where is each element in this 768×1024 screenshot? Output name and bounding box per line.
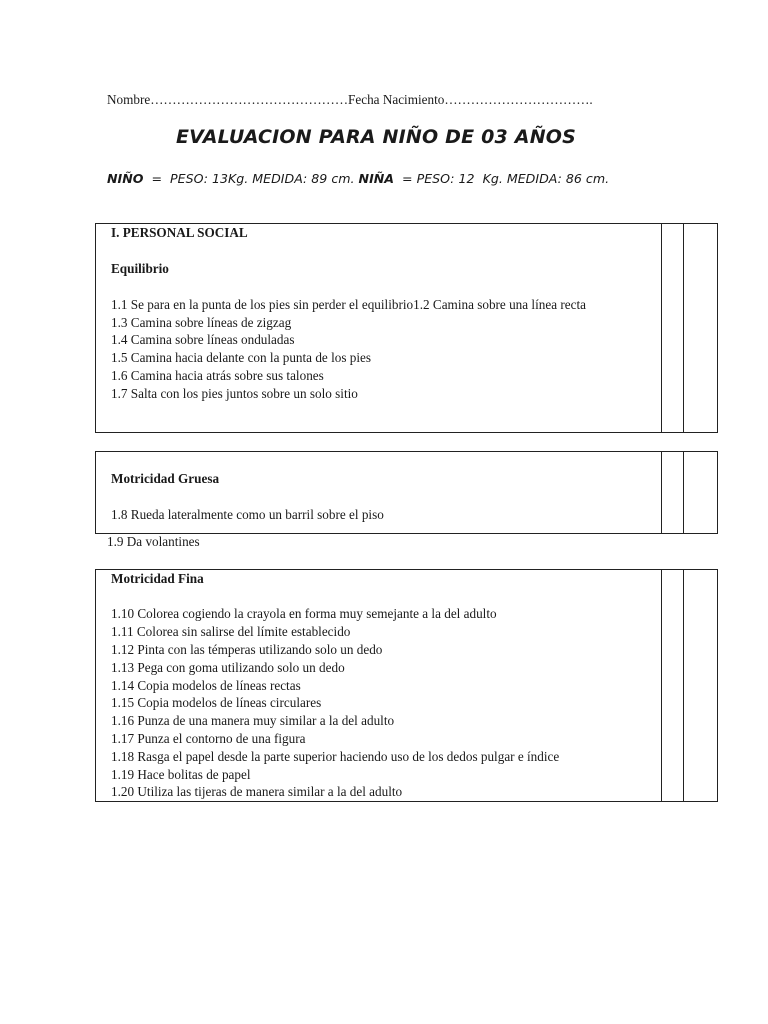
fecha-nacimiento-label: Fecha Nacimiento (348, 92, 445, 107)
nombre-field[interactable]: ……………………………………… (150, 92, 349, 107)
subsection-heading-motricidad-fina: Motricidad Fina (111, 571, 204, 586)
nina-values: = PESO: 12 Kg. MEDIDA: 86 cm. (394, 171, 610, 186)
item-row: 1.5 Camina hacia delante con la punta de los pies (111, 350, 372, 365)
item-row: 1.1 Se para en la punta de los pies sin perder el equilibrio1.2 Camina sobre una línea recta (111, 297, 586, 312)
item-row: 1.7 Salta con los pies juntos sobre un solo sitio (111, 386, 358, 401)
measures-line (107, 171, 609, 186)
item-row: 1.17 Punza el contorno de una figura (111, 731, 306, 746)
section-motricidad-gruesa (95, 451, 718, 534)
page-title: EVALUACION PARA NIÑO DE 03 AÑOS (175, 126, 577, 148)
item-row: 1.10 Colorea cogiendo la crayola en forma muy semejante a la del adulto (111, 606, 497, 621)
subsection-heading-motricidad-gruesa: Motricidad Gruesa (111, 471, 220, 486)
column-divider (683, 224, 684, 432)
section-heading: I. PERSONAL SOCIAL (111, 225, 248, 240)
nino-values: = PESO: 13Kg. MEDIDA: 89 cm. (143, 171, 359, 186)
item-row: 1.11 Colorea sin salirse del límite establecido (111, 624, 351, 639)
fecha-nacimiento-field[interactable]: ……………………………. (444, 92, 593, 107)
item-row: 1.15 Copia modelos de líneas circulares (111, 695, 322, 710)
item-row: 1.12 Pinta con las témperas utilizando solo un dedo (111, 642, 383, 657)
column-divider (661, 224, 662, 432)
column-divider (661, 452, 662, 533)
item-row: 1.16 Punza de una manera muy similar a la del adulto (111, 713, 395, 728)
item-row: 1.6 Camina hacia atrás sobre sus talones (111, 368, 324, 383)
section-motricidad-fina (95, 569, 718, 802)
item-row: 1.3 Camina sobre líneas de zigzag (111, 315, 292, 330)
subsection-heading-equilibrio: Equilibrio (111, 261, 169, 276)
nombre-label: Nombre (107, 92, 151, 107)
item-row: 1.8 Rueda lateralmente como un barril sobre el piso (111, 507, 384, 522)
section-personal-social (95, 223, 718, 433)
item-row: 1.18 Rasga el papel desde la parte superior haciendo uso de los dedos pulgar e índice (111, 749, 560, 764)
item-row-outside: 1.9 Da volantines (107, 534, 200, 549)
item-row: 1.13 Pega con goma utilizando solo un dedo (111, 660, 345, 675)
item-row: 1.19 Hace bolitas de papel (111, 767, 251, 782)
column-divider (683, 570, 684, 801)
nino-label: NIÑO (107, 171, 144, 186)
column-divider (683, 452, 684, 533)
header-line (107, 92, 593, 108)
item-row: 1.20 Utiliza las tijeras de manera similar a la del adulto (111, 784, 403, 799)
nina-label: NIÑA (358, 171, 395, 186)
item-row: 1.4 Camina sobre líneas onduladas (111, 332, 295, 347)
column-divider (661, 570, 662, 801)
item-row: 1.14 Copia modelos de líneas rectas (111, 678, 301, 693)
